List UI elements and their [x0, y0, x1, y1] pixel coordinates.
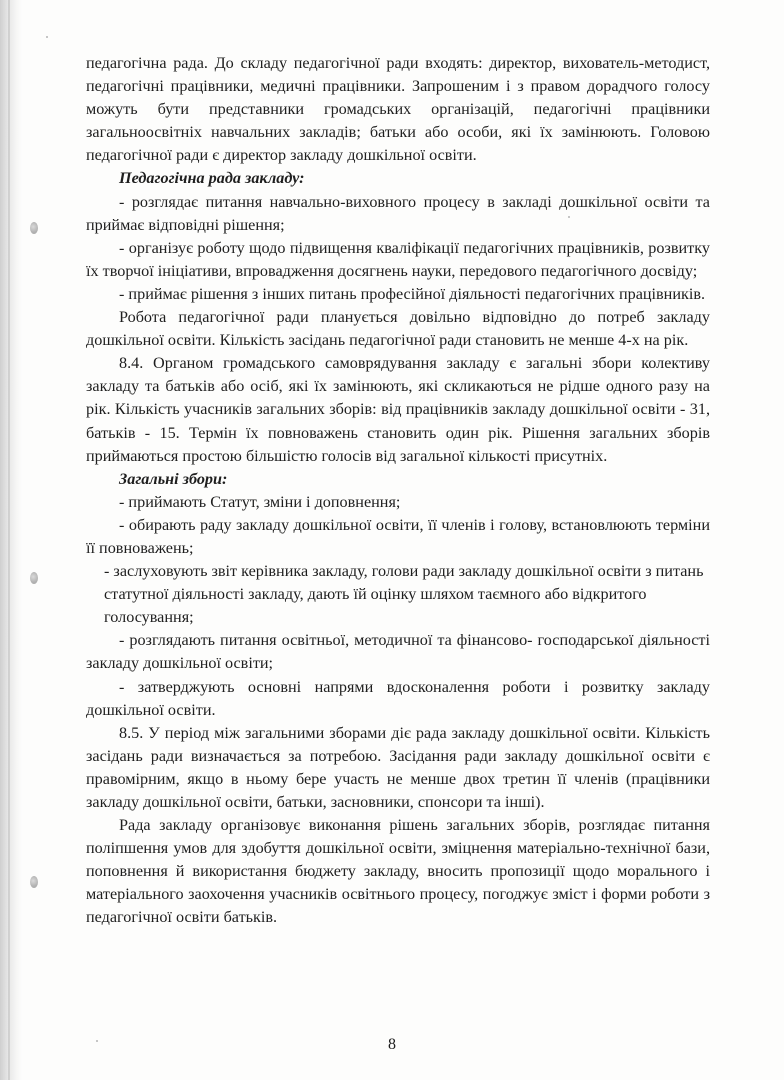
list-item: - заслуховують звіт керівника закладу, голови ради закладу дошкільної освіти з питань статутної діяльності закладу, дають їй оцінку шляхом таємного або відкритого голосування;: [104, 562, 704, 627]
punch-hole-mark: [30, 572, 38, 584]
paragraph: 8.4. Органом громадського самоврядування закладу є загальні збори колективу закладу та батьків або осіб, які їх замінюють, які скликаються не рідше одного разу на рік. Кількість учасників загальних зборів: від працівників закладу дошкільної освіти - 31, батьків - 15. Термін їх повноважень становить один рік. Рішення загальних зборів приймаються простою більшістю голосів від загальної кількості присутніх.: [86, 354, 710, 465]
paragraph: педагогічна рада. До складу педагогічної ради входять: директор, вихователь-методист, педагогічні працівники, медичні працівники. Запрошеним і з правом дорадчого голосу можуть бути представники громадських організацій, педагогічні працівники загальноосвітніх навчальних закладів; батьки або особи, які їх замінюють. Головою педагогічної ради є директор закладу дошкільної освіти.: [86, 54, 710, 165]
scan-edge-shadow: [0, 0, 22, 1080]
list-item: - приймає рішення з інших питань професійної діяльності педагогічних працівників.: [119, 284, 706, 303]
list-item: - розглядає питання навчально-виховного процесу в закладі дошкільної освіти та приймає відповідні рішення;: [86, 192, 710, 234]
page-number: 8: [388, 1036, 396, 1053]
scan-speck: [46, 36, 48, 38]
list-item: - приймають Статут, зміни і доповнення;: [119, 492, 401, 511]
list-item: - затверджують основні напрями вдосконалення роботи і розвитку закладу дошкільної освіти.: [86, 677, 710, 719]
list-item: - організує роботу щодо підвищення кваліфікації педагогічних працівників, розвитку їх творчої ініціативи, впровадження досягнень науки, передового педагогічного досвіду;: [86, 238, 710, 280]
punch-hole-mark: [30, 222, 38, 234]
document-body: [86, 52, 710, 930]
paragraph: 8.5. У період між загальними зборами діє рада закладу дошкільної освіти. Кількість засідань ради визначається за потребою. Засідання ради закладу дошкільної освіти є правомірним, якщо в ньому бере участь не менше двох третин її членів (працівники закладу дошкільної освіти, батьки, засновники, спонсори та інші).: [86, 723, 710, 811]
paragraph: Робота педагогічної ради планується довільно відповідно до потреб закладу дошкільної освіти. Кількість засідань педагогічної ради становить не менше 4-х на рік.: [86, 308, 710, 350]
scan-edge-line: [8, 0, 10, 1080]
list-item: - обирають раду закладу дошкільної освіти, її членів і голову, встановлюють терміни її повноважень;: [86, 515, 710, 557]
list-item: - розглядають питання освітньої, методичної та фінансово- господарської діяльності закладу дошкільної освіти;: [86, 631, 710, 673]
punch-hole-mark: [30, 876, 38, 888]
section-heading: Педагогічна рада закладу:: [119, 169, 305, 188]
paragraph: Рада закладу організовує виконання рішень загальних зборів, розглядає питання поліпшення умов для здобуття дошкільної освіти, зміцнення матеріально-технічної бази, поповнення й використання бюджету закладу, вносить пропозиції щодо морального і матеріального заохочення учасників освітнього процесу, погоджує зміст і форми роботи з педагогічної освіти батьків.: [86, 816, 710, 927]
section-heading: Загальні збори:: [119, 469, 228, 488]
